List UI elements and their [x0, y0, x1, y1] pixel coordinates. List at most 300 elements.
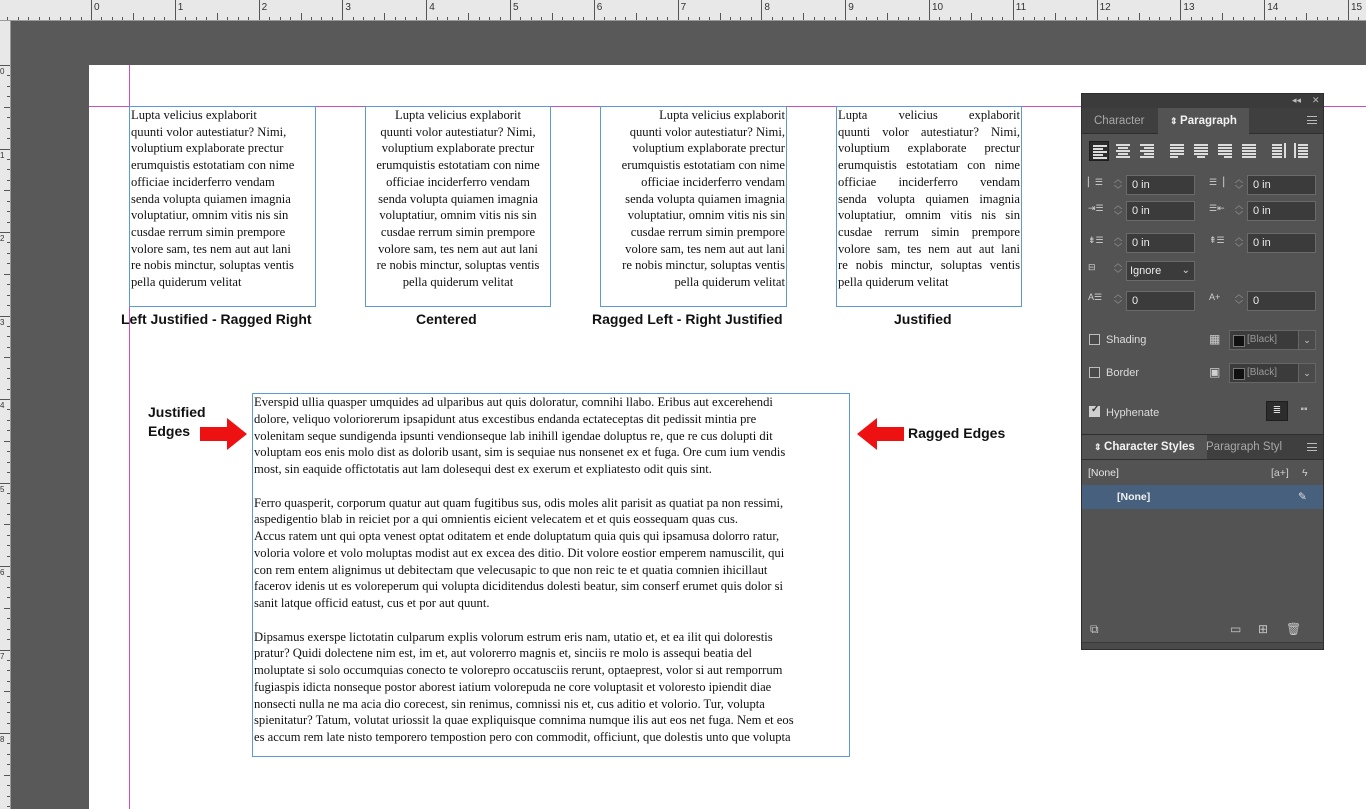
paragraph-composer-columns-icon[interactable]: ▪▪	[1300, 404, 1308, 415]
text-line: erumquistis estotatiam con nime	[838, 158, 1020, 173]
ruler-minor-tick	[227, 17, 228, 21]
ruler-minor-tick	[4, 357, 11, 358]
ruler-major-tick	[0, 650, 11, 651]
style-edit-icon[interactable]: ✎	[1298, 491, 1307, 503]
ruler-minor-tick	[866, 17, 867, 21]
ruler-minor-tick	[1139, 13, 1140, 21]
text-line: most, sin eaquide offictotatis aut lam dolesequi dest ex exerum et expliatesto odit quis sint.	[254, 462, 712, 476]
ruler-minor-tick	[960, 17, 961, 21]
ruler-minor-tick	[950, 17, 951, 21]
ruler-major-tick	[1013, 0, 1014, 21]
ruler-major-tick	[761, 0, 762, 21]
ruler-minor-tick	[824, 17, 825, 21]
arrow-left-icon	[857, 418, 904, 450]
text-line: voluptatiur, omnim vitis nis sin	[131, 208, 289, 223]
ruler-minor-tick	[7, 587, 11, 588]
text-line: pella quiderum velitat	[674, 275, 785, 290]
right-indent-stepper[interactable]: ︿ ﹀	[1235, 175, 1243, 194]
panel-tabs	[1082, 108, 1323, 134]
ruler-label: 3	[0, 317, 5, 327]
ruler-minor-tick	[321, 17, 322, 21]
ruler-minor-tick	[7, 336, 11, 337]
ruler-major-tick	[259, 0, 260, 21]
align-to-grid-value: Ignore	[1130, 265, 1162, 277]
ruler-minor-tick	[363, 17, 364, 21]
ruler-minor-tick	[573, 17, 574, 21]
ruler-minor-tick	[154, 17, 155, 21]
text-line: Lupta velicius explaborit	[838, 108, 1020, 122]
align-to-grid-icon: ⊟	[1088, 262, 1096, 272]
ruler-minor-tick	[646, 17, 647, 21]
text-line: officiae inciderferro vendam	[131, 174, 275, 189]
ruler-minor-tick	[217, 13, 218, 21]
last-line-indent-icon: ☰⇤	[1209, 203, 1225, 213]
ruler-minor-tick	[101, 17, 102, 21]
ruler-minor-tick	[7, 86, 11, 87]
close-icon[interactable]: ✕	[1312, 95, 1320, 105]
text-line: re nobis minctur, soluptas ventis	[622, 258, 785, 273]
tab-paragraph-styles[interactable]: Paragraph Styl	[1206, 441, 1283, 453]
ruler-label: 4	[0, 401, 5, 410]
ruler-minor-tick	[7, 180, 11, 181]
ruler-major-tick	[426, 0, 427, 21]
ruler-minor-tick	[835, 17, 836, 21]
text-line: facerov idenis ut es voloreperum qui volupta diciditendus dolesti beatur, sim conserf erumet quis dolor si	[254, 579, 784, 594]
ruler-label: 5	[513, 2, 519, 13]
space-after-stepper[interactable]: ︿ ﹀	[1235, 233, 1243, 252]
tab-paragraph-label: Paragraph	[1180, 115, 1237, 127]
ruler-label: 4	[429, 2, 435, 13]
ruler-minor-tick	[7, 128, 11, 129]
ruler-minor-tick	[1002, 17, 1003, 21]
align-left-icon[interactable]	[1089, 141, 1109, 161]
ruler-label: 7	[680, 2, 687, 13]
text-line: fugiaspis idicta nonseque postor aborest iatium volorepuda ne core voluptasit et voloresto ipiendit diae	[254, 679, 772, 694]
text-line: voluptium explaborate prectur	[632, 141, 785, 156]
ruler-minor-tick	[7, 75, 11, 76]
ruler-minor-tick	[4, 274, 11, 275]
collapse-icon[interactable]: ◂◂	[1292, 95, 1302, 105]
ruler-minor-tick	[1212, 17, 1213, 21]
text-frame-ragged-left[interactable]	[600, 106, 787, 307]
border-label: Border	[1106, 367, 1140, 379]
ruler-minor-tick	[4, 524, 11, 525]
text-frame-left-justified[interactable]	[129, 106, 316, 307]
space-before-icon: ⇟☰	[1088, 235, 1104, 245]
ruler-minor-tick	[7, 681, 11, 682]
ruler-minor-tick	[7, 764, 11, 765]
ruler-minor-tick	[699, 17, 700, 21]
ruler-minor-tick	[1170, 17, 1171, 21]
annotation-justified-edges-line2: Edges	[148, 423, 191, 439]
ruler-minor-tick	[7, 211, 11, 212]
ruler-label: 6	[0, 568, 5, 577]
space-before-stepper[interactable]: ︿ ﹀	[1114, 233, 1122, 252]
styles-current-row	[1082, 461, 1323, 485]
chevron-down-icon: ⌄	[1181, 265, 1190, 276]
align-right-icon[interactable]	[1137, 141, 1157, 161]
ruler-minor-tick	[7, 409, 11, 410]
ruler-minor-tick	[7, 117, 11, 118]
text-line: senda volupta quiamen imagnia	[131, 191, 291, 206]
text-line: voluptium explaborate prectur	[838, 141, 1020, 156]
ruler-minor-tick	[7, 629, 11, 630]
list-item[interactable]	[1082, 485, 1323, 509]
ruler-minor-tick	[39, 17, 40, 21]
load-styles-icon[interactable]: ⧉	[1090, 622, 1099, 636]
ruler-minor-tick	[7, 368, 11, 369]
text-line: Lupta velicius explaborit	[395, 108, 521, 122]
text-line: pella quiderum velitat	[402, 275, 514, 290]
ruler-minor-tick	[143, 17, 144, 21]
ruler-major-tick	[0, 566, 11, 567]
ruler-label: 14	[1267, 2, 1279, 13]
shading-label: Shading	[1106, 334, 1147, 346]
ruler-minor-tick	[740, 17, 741, 21]
ruler-minor-tick	[1233, 17, 1234, 21]
text-line: quunti volor autestiatur? Nimi,	[838, 124, 1020, 139]
text-line: erumquistis estotatiam con nime	[376, 158, 540, 173]
text-line: sanit latque officid eatust, cus et por aut quunt.	[254, 596, 490, 610]
hyphenate-checkbox[interactable]	[1089, 406, 1100, 417]
ruler-minor-tick	[7, 503, 11, 504]
ruler-minor-tick	[772, 17, 773, 21]
ruler-label: 2	[261, 2, 268, 13]
paragraph-composer-single-icon[interactable]: ≣	[1266, 401, 1288, 421]
text-line: con rem entem alignimus ut debitectam que velecusapic to que non reic te et quatia comnien ihicillaut	[254, 562, 768, 577]
ruler-minor-tick	[1254, 17, 1255, 21]
hyphenate-label: Hyphenate	[1106, 407, 1160, 419]
ruler-label: 2	[0, 234, 5, 243]
justify-right-icon[interactable]	[1215, 141, 1235, 161]
ruler-minor-tick	[7, 712, 11, 713]
ruler-minor-tick	[803, 13, 804, 21]
ruler-major-tick	[0, 149, 11, 150]
ruler-minor-tick	[7, 660, 11, 661]
ruler-minor-tick	[908, 17, 909, 21]
arrow-right-icon	[200, 418, 247, 450]
ruler-minor-tick	[541, 17, 542, 21]
ruler-minor-tick	[7, 263, 11, 264]
ruler-minor-tick	[196, 17, 197, 21]
text-line: cusdae rerrum simin prempore	[838, 224, 1020, 239]
ruler-minor-tick	[7, 389, 11, 390]
ruler-minor-tick	[1306, 13, 1307, 21]
text-line: Lupta velicius explaborit	[131, 108, 257, 122]
ruler-major-tick	[0, 316, 11, 317]
text-frame-body[interactable]	[252, 393, 850, 757]
ruler-minor-tick	[1191, 17, 1192, 21]
tab-paragraph[interactable]	[1158, 108, 1249, 134]
ruler-minor-tick	[1034, 17, 1035, 21]
drop-cap-lines-icon: A☰	[1088, 292, 1103, 302]
ruler-label: 0	[0, 67, 5, 76]
ruler-label: 7	[0, 651, 5, 661]
ruler-minor-tick	[290, 17, 291, 21]
ruler-minor-tick	[971, 13, 972, 21]
drop-cap-chars-stepper[interactable]: ︿ ﹀	[1235, 290, 1243, 309]
ruler-minor-tick	[1065, 17, 1066, 21]
ruler-minor-tick	[657, 17, 658, 21]
align-away-from-spine-icon[interactable]	[1293, 141, 1313, 161]
ruler-minor-tick	[898, 17, 899, 21]
ruler-minor-tick	[405, 17, 406, 21]
ruler-minor-tick	[1285, 17, 1286, 21]
left-indent-stepper[interactable]: ︿ ﹀	[1114, 175, 1122, 194]
text-line: voluptium explaborate prectur	[131, 141, 284, 156]
text-line: cusdae rerrum simin prempore	[131, 224, 286, 239]
ruler-minor-tick	[552, 13, 553, 21]
space-before-field[interactable]: 0 in	[1126, 233, 1195, 253]
ruler-minor-tick	[7, 743, 11, 744]
ruler-minor-tick	[437, 17, 438, 21]
border-settings-icon[interactable]: ▣	[1209, 365, 1221, 379]
ruler-minor-tick	[7, 169, 11, 170]
space-after-field[interactable]: 0 in	[1247, 233, 1316, 253]
styles-menu-icon[interactable]	[1307, 443, 1317, 451]
text-line: pratur? Quidi dolectene nim est, im et, aut volorerro magnis et, sinciis re molo is assequi beatia del	[254, 646, 753, 661]
ruler-minor-tick	[4, 775, 11, 776]
ruler-minor-tick	[311, 17, 312, 21]
text-line: re nobis minctur, soluptas ventis	[838, 258, 1020, 273]
text-line: senda volupta quiamen imagnia	[838, 191, 1020, 206]
text-line: senda volupta quiamen imagnia	[625, 191, 785, 206]
ruler-major-tick	[594, 0, 595, 21]
ruler-minor-tick	[374, 17, 375, 21]
drop-cap-lines-stepper[interactable]: ︿ ﹀	[1114, 290, 1122, 309]
text-line: volenitam seque sundigenda ipsunti vendionseque lab inihill igendae doluptus re, que re cus dolupti dit	[254, 428, 773, 443]
ruler-minor-tick	[7, 430, 11, 431]
horizontal-ruler[interactable]	[0, 0, 1366, 21]
ruler-minor-tick	[353, 17, 354, 21]
tab-arrows-icon: ⇕	[1170, 116, 1181, 126]
ruler-minor-tick	[1201, 17, 1202, 21]
border-checkbox[interactable]	[1089, 367, 1100, 378]
ruler-major-tick	[1264, 0, 1265, 21]
border-dropdown-icon[interactable]: ⌄	[1298, 363, 1316, 383]
ruler-minor-tick	[164, 17, 165, 21]
annotation-ragged-edges: Ragged Edges	[908, 425, 1006, 441]
ruler-minor-tick	[479, 17, 480, 21]
panel-title-bar[interactable]	[1082, 94, 1323, 108]
ruler-minor-tick	[562, 17, 563, 21]
ruler-minor-tick	[1317, 17, 1318, 21]
align-to-grid-stepper[interactable]: ︿ ﹀	[1114, 259, 1122, 278]
new-style-icon[interactable]: ⊞	[1258, 622, 1269, 636]
ruler-minor-tick	[489, 17, 490, 21]
ruler-minor-tick	[814, 17, 815, 21]
ruler-major-tick	[0, 399, 11, 400]
shading-color-swatch[interactable]: [Black]	[1229, 330, 1299, 350]
text-frame-centered[interactable]	[365, 106, 551, 307]
ruler-minor-tick	[856, 17, 857, 21]
ruler-minor-tick	[7, 420, 11, 421]
border-color-swatch[interactable]: [Black]	[1229, 363, 1299, 383]
ruler-minor-tick	[7, 618, 11, 619]
ruler-minor-tick	[992, 17, 993, 21]
ruler-minor-tick	[18, 17, 19, 21]
ruler-minor-tick	[1243, 17, 1244, 21]
text-line: re nobis minctur, soluptas ventis	[376, 258, 540, 273]
drop-cap-lines-field[interactable]: 0	[1126, 291, 1195, 311]
new-group-folder-icon[interactable]: ▭	[1230, 622, 1242, 636]
caption-justified: Justified	[894, 311, 952, 327]
text-frame-justified[interactable]	[836, 106, 1022, 307]
lightning-icon[interactable]: ϟ	[1302, 467, 1308, 479]
ruler-major-tick	[0, 733, 11, 734]
ruler-minor-tick	[7, 201, 11, 202]
text-line: officiae inciderferro vendam	[386, 174, 530, 189]
first-line-indent-icon: ⇥☰	[1088, 203, 1104, 213]
ruler-minor-tick	[70, 17, 71, 21]
ruler-minor-tick	[7, 670, 11, 671]
ruler-label: 6	[596, 2, 603, 13]
ruler-minor-tick	[7, 639, 11, 640]
ruler-minor-tick	[981, 17, 982, 21]
text-line: quunti volor autestiatur? Nimi,	[131, 124, 287, 139]
first-line-indent-field[interactable]: 0 in	[1126, 201, 1195, 221]
ruler-minor-tick	[416, 17, 417, 21]
ruler-major-tick	[0, 483, 11, 484]
ruler-minor-tick	[4, 441, 11, 442]
styles-list	[1082, 461, 1323, 509]
right-indent-field[interactable]: 0 in	[1247, 175, 1316, 195]
shading-dropdown-icon[interactable]: ⌄	[1298, 330, 1316, 350]
text-line: volore sam, tes nem aut aut lani	[625, 241, 785, 256]
ruler-minor-tick	[7, 451, 11, 452]
first-line-indent-stepper[interactable]: ︿ ﹀	[1114, 201, 1122, 220]
tab-character-styles-label: Character Styles	[1104, 441, 1195, 453]
ruler-label: 8	[764, 2, 770, 13]
ruler-minor-tick	[688, 17, 689, 21]
text-line: senda volupta quiamen imagnia	[378, 191, 538, 206]
text-line: Lupta velicius explaborit	[659, 108, 785, 122]
align-center-icon[interactable]	[1113, 141, 1133, 161]
panel-menu-icon[interactable]	[1307, 116, 1317, 124]
ruler-major-tick	[1180, 0, 1181, 21]
justify-all-icon[interactable]	[1239, 141, 1259, 161]
ruler-minor-tick	[782, 17, 783, 21]
ruler-major-tick	[1348, 0, 1349, 21]
ruler-minor-tick	[60, 17, 61, 21]
text-line: voluptam eos enis molo dist as dolorib usant, sim is sequiae nus nonsenet ex et fuga. Ore cum ium vendis	[254, 445, 786, 460]
tab-character-styles[interactable]	[1082, 435, 1207, 459]
ruler-minor-tick	[301, 13, 302, 21]
caption-right: Ragged Left - Right Justified	[592, 311, 783, 327]
text-line: Accus ratem unt qui opta venest optat oditatem et ende doluptatum quia quis qui ipsamusa dolorro ratur,	[254, 529, 780, 543]
text-line: cusdae rerrum simin prempore	[380, 224, 536, 239]
align-towards-spine-icon[interactable]	[1269, 141, 1289, 161]
last-line-indent-field[interactable]: 0 in	[1247, 201, 1316, 221]
vertical-ruler[interactable]	[0, 21, 11, 809]
new-style-override-icon[interactable]: [a+]	[1271, 467, 1289, 479]
ruler-minor-tick	[7, 535, 11, 536]
text-line: quunti volor autestiatur? Nimi,	[629, 124, 785, 139]
shading-checkbox[interactable]	[1089, 334, 1100, 345]
ruler-minor-tick	[7, 493, 11, 494]
ruler-minor-tick	[7, 514, 11, 515]
ruler-minor-tick	[7, 295, 11, 296]
paragraph-gap	[254, 612, 848, 629]
ruler-minor-tick	[7, 702, 11, 703]
styles-current-label: [None]	[1088, 467, 1119, 479]
drop-cap-chars-field[interactable]: 0	[1247, 291, 1316, 311]
ruler-minor-tick	[4, 190, 11, 191]
ruler-minor-tick	[4, 608, 11, 609]
ruler-minor-tick	[615, 17, 616, 21]
text-line: aspedigentio blab in reiciet por a qui omnientis eicient velecatem et et quis eossequam quas cus.	[254, 512, 739, 527]
ruler-minor-tick	[7, 242, 11, 243]
text-line: voluptium explaborate prectur	[381, 141, 535, 156]
ruler-minor-tick	[625, 17, 626, 21]
tab-character[interactable]: Character	[1094, 115, 1145, 127]
ruler-minor-tick	[939, 17, 940, 21]
ruler-minor-tick	[720, 13, 721, 21]
text-line: Ferro quasperit, corporum quatur aut quam fugitibus sus, odis moles alit parisit as quatiat pa non ressimi,	[254, 495, 784, 510]
ruler-minor-tick	[238, 17, 239, 21]
text-line: volore sam, tes nem aut aut lani	[838, 241, 1020, 256]
ruler-minor-tick	[1023, 17, 1024, 21]
ruler-minor-tick	[1128, 17, 1129, 21]
annotation-justified-edges-line1: Justified	[148, 404, 206, 420]
ruler-minor-tick	[7, 326, 11, 327]
ruler-minor-tick	[7, 796, 11, 797]
ruler-minor-tick	[7, 284, 11, 285]
ruler-label: 8	[0, 735, 5, 744]
ruler-major-tick	[678, 0, 679, 21]
ruler-minor-tick	[583, 17, 584, 21]
drop-cap-chars-icon: A+	[1209, 292, 1221, 302]
tab-arrows-icon: ⇕	[1094, 442, 1105, 452]
text-line: Dipsamus exerspe lictotatin culparum explis volorum estrum eris nam, utatio et, et ea ilit qui dolorestis	[254, 629, 773, 644]
ruler-minor-tick	[1044, 17, 1045, 21]
ruler-minor-tick	[7, 723, 11, 724]
ruler-minor-tick	[332, 17, 333, 21]
ruler-minor-tick	[1076, 17, 1077, 21]
caption-centered: Centered	[416, 311, 477, 327]
ruler-minor-tick	[7, 556, 11, 557]
left-indent-field[interactable]: 0 in	[1126, 175, 1195, 195]
ruler-label: 0	[94, 2, 100, 13]
ruler-minor-tick	[7, 754, 11, 755]
caption-left: Left Justified - Ragged Right	[121, 311, 312, 327]
delete-trash-icon[interactable]: 🗑	[1286, 622, 1302, 636]
ruler-minor-tick	[887, 13, 888, 21]
ruler-major-tick	[342, 0, 343, 21]
text-line: erumquistis estotatiam con nime	[621, 158, 785, 173]
text-line: spienitatur? Tatum, volutat uriossit la quae expliquisque comnima numque ilis aut eos net fuga. Nem et eos	[254, 713, 794, 728]
last-line-indent-stepper[interactable]: ︿ ﹀	[1235, 201, 1243, 220]
left-indent-icon: ▏☰	[1088, 177, 1103, 187]
ruler-minor-tick	[1159, 17, 1160, 21]
ruler-minor-tick	[7, 159, 11, 160]
align-to-grid-dropdown[interactable]	[1126, 261, 1195, 281]
panel-footer	[1082, 614, 1323, 642]
ruler-minor-tick	[1296, 17, 1297, 21]
text-line: re nobis minctur, soluptas ventis	[131, 258, 294, 273]
ruler-minor-tick	[4, 107, 11, 108]
ruler-minor-tick	[133, 13, 134, 21]
ruler-minor-tick	[7, 462, 11, 463]
ruler-minor-tick	[7, 222, 11, 223]
justify-left-icon[interactable]	[1167, 141, 1187, 161]
panel-resize-grip[interactable]	[1082, 642, 1323, 649]
justify-center-icon[interactable]	[1191, 141, 1211, 161]
ruler-major-tick	[175, 0, 176, 21]
ruler-minor-tick	[500, 17, 501, 21]
shading-settings-icon[interactable]: ▦	[1209, 332, 1221, 346]
ruler-minor-tick	[1327, 17, 1328, 21]
